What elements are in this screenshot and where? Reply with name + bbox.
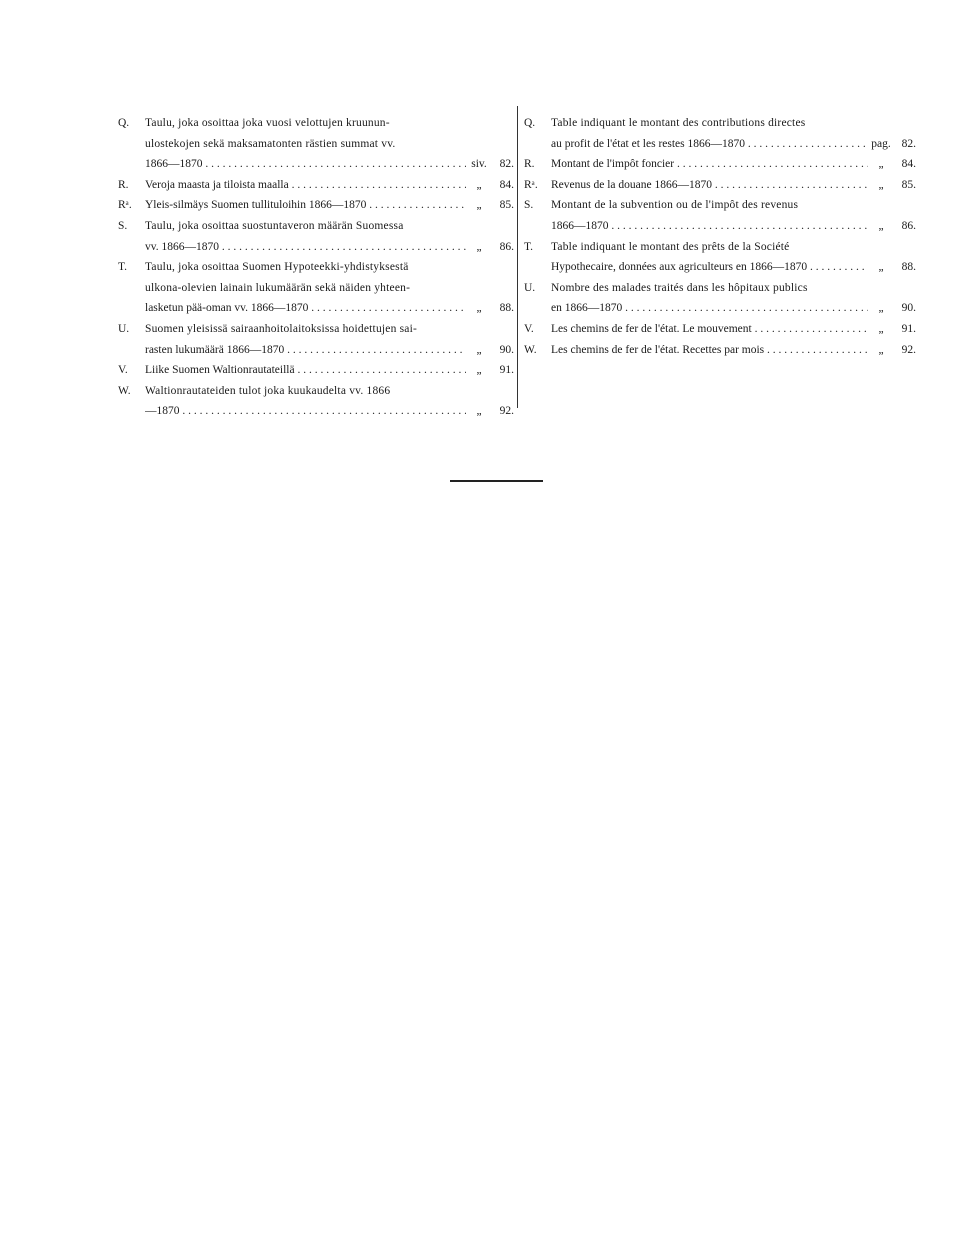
page-number: 86. <box>499 240 514 253</box>
entry-letter: U. <box>524 281 536 294</box>
contents-entry <box>118 113 514 134</box>
entry-title: Taulu, joka osoittaa joka vuosi velottujen kruunun- <box>145 117 390 129</box>
page-number: 91. <box>901 322 916 335</box>
entry-letter: U. <box>118 322 130 335</box>
entry-letter: W. <box>118 384 131 397</box>
contents-entry <box>118 175 514 196</box>
page-prefix: „ <box>476 178 482 191</box>
entry-letter: Rᵃ. <box>524 178 538 191</box>
page-number <box>492 257 514 278</box>
entry-title: Liike Suomen Waltionrautateillä . . . <box>145 360 466 381</box>
entry-title: Veroja maasta ja tiloista maalla . . . <box>145 175 466 196</box>
page-prefix: „ <box>878 261 884 274</box>
contents-entry <box>524 113 916 134</box>
entry-letter: S. <box>118 219 128 232</box>
page-prefix: „ <box>476 405 482 418</box>
french-contents-column <box>524 113 916 360</box>
page-number: 92. <box>499 405 514 418</box>
page-number <box>492 113 514 134</box>
contents-entry <box>118 360 514 381</box>
page-prefix <box>868 195 894 216</box>
page-number: 85. <box>499 199 514 212</box>
entry-title: Hypothecaire, données aux agriculteurs en 1866—1870 . . . <box>551 257 868 278</box>
contents-entry <box>524 340 916 361</box>
entry-letter <box>118 340 145 361</box>
entry-letter <box>118 298 145 319</box>
entry-title: —1870 . . . <box>145 401 466 422</box>
entry-title: Yleis-silmäys Suomen tullituloihin 1866—1870 . . . <box>145 195 466 216</box>
contents-entry-continuation <box>524 298 916 319</box>
page-prefix <box>868 278 894 299</box>
page-number: 84. <box>499 178 514 191</box>
entry-letter: V. <box>118 364 128 377</box>
page-prefix: „ <box>476 302 482 315</box>
page-number <box>894 195 916 216</box>
page-prefix <box>466 113 492 134</box>
entry-letter <box>118 237 145 258</box>
contents-entry <box>524 195 916 216</box>
entry-letter <box>524 257 551 278</box>
page-number: 84. <box>901 158 916 171</box>
entry-letter: W. <box>524 343 537 356</box>
page-number: 90. <box>499 343 514 356</box>
page-number <box>894 113 916 134</box>
page-prefix <box>466 278 492 299</box>
page-prefix <box>868 113 894 134</box>
entry-title: rasten lukumäärä 1866—1870 . . . <box>145 340 466 361</box>
entry-letter: R. <box>118 178 129 191</box>
contents-entry <box>524 319 916 340</box>
contents-entry <box>118 195 514 216</box>
entry-title: Nombre des malades traités dans les hôpitaux publics <box>551 281 808 294</box>
contents-entry-continuation <box>118 154 514 175</box>
contents-entry <box>118 381 514 402</box>
entry-letter: Q. <box>118 117 130 129</box>
section-end-rule <box>450 480 543 482</box>
entry-title: Waltionrautateiden tulot joka kuukaudelta vv. 1866 <box>145 384 391 397</box>
contents-entry-continuation <box>118 237 514 258</box>
page-number: 90. <box>901 302 916 315</box>
page-number: 88. <box>901 261 916 274</box>
entry-letter: S. <box>524 199 534 212</box>
page-prefix: „ <box>476 199 482 212</box>
entry-title: Taulu, joka osoittaa suostuntaveron määrän Suomessa <box>145 219 404 232</box>
entry-title: en 1866—1870 . . . <box>551 298 868 319</box>
page-number <box>894 278 916 299</box>
entry-title: Les chemins de fer de l'état. Le mouvement . . . <box>551 319 868 340</box>
finnish-contents-column <box>118 113 514 422</box>
contents-entry-continuation <box>118 340 514 361</box>
page-prefix: „ <box>878 178 884 191</box>
page-prefix: siv. <box>471 158 487 171</box>
page-number: 82. <box>901 137 916 150</box>
page-prefix: „ <box>878 302 884 315</box>
entry-title: Montant de l'impôt foncier . . . <box>551 154 868 175</box>
page-prefix: „ <box>476 240 482 253</box>
contents-entry <box>524 237 916 258</box>
entry-letter <box>524 134 551 155</box>
entry-letter: Q. <box>524 117 536 129</box>
entry-title: ulostekojen sekä maksamatonten rästien summat vv. <box>145 137 396 150</box>
page-prefix <box>868 237 894 258</box>
page-number: 82. <box>499 158 514 171</box>
entry-title: Montant de la subvention ou de l'impôt des revenus <box>551 199 799 212</box>
entry-title: Revenus de la douane 1866—1870 . . . <box>551 175 868 196</box>
entry-letter <box>118 278 145 299</box>
page-prefix: „ <box>878 219 884 232</box>
page-number: 86. <box>901 219 916 232</box>
entry-letter: V. <box>524 322 534 335</box>
page-number <box>492 216 514 237</box>
contents-entry-continuation <box>118 134 514 155</box>
entry-title: 1866—1870 . . . <box>551 216 868 237</box>
contents-entry <box>118 257 514 278</box>
contents-entry <box>524 278 916 299</box>
page-prefix <box>466 381 492 402</box>
entry-letter <box>524 216 551 237</box>
contents-entry <box>524 154 916 175</box>
contents-entry-continuation <box>524 257 916 278</box>
contents-entry <box>118 216 514 237</box>
entry-letter: R. <box>524 158 535 171</box>
contents-entry <box>524 175 916 196</box>
column-divider <box>517 106 518 408</box>
page-prefix: „ <box>878 322 884 335</box>
entry-title: Table indiquant le montant des prêts de la Société <box>551 240 790 253</box>
page-prefix <box>466 216 492 237</box>
contents-entry-continuation <box>524 134 916 155</box>
entry-letter <box>524 298 551 319</box>
page-prefix: pag. <box>871 137 891 150</box>
contents-entry-continuation <box>524 216 916 237</box>
page-number: 92. <box>901 343 916 356</box>
contents-entry-continuation <box>118 278 514 299</box>
entry-title: Les chemins de fer de l'état. Recettes par mois . . . <box>551 340 868 361</box>
entry-title: Taulu, joka osoittaa Suomen Hypoteekki-yhdistyksestä <box>145 261 409 274</box>
entry-letter: T. <box>118 261 128 274</box>
page-prefix <box>466 319 492 340</box>
entry-letter: Rᵃ. <box>118 199 132 212</box>
page-number <box>894 237 916 258</box>
entry-title: vv. 1866—1870 . . . <box>145 237 466 258</box>
page-number: 91. <box>499 364 514 377</box>
page-number <box>492 278 514 299</box>
page-prefix <box>466 257 492 278</box>
page-prefix <box>466 134 492 155</box>
entry-letter <box>118 134 145 155</box>
entry-letter <box>118 154 145 175</box>
page-number: 85. <box>901 178 916 191</box>
page-number <box>492 319 514 340</box>
page-number: 88. <box>499 302 514 315</box>
page-number <box>492 134 514 155</box>
page-prefix: „ <box>476 343 482 356</box>
entry-letter <box>118 401 145 422</box>
entry-title: Table indiquant le montant des contributions directes <box>551 117 806 129</box>
contents-entry <box>118 319 514 340</box>
page-prefix: „ <box>476 364 482 377</box>
contents-entry-continuation <box>118 401 514 422</box>
entry-title: ulkona-olevien lainain lukumäärän sekä näiden yhteen- <box>145 281 411 294</box>
page-prefix: „ <box>878 158 884 171</box>
page-prefix: „ <box>878 343 884 356</box>
entry-title: 1866—1870 . . . <box>145 154 466 175</box>
entry-letter: T. <box>524 240 534 253</box>
entry-title: lasketun pää-oman vv. 1866—1870 . . . <box>145 298 466 319</box>
entry-title: Suomen yleisissä sairaanhoitolaitoksissa hoidettujen sai- <box>145 322 418 335</box>
entry-title: au profit de l'état et les restes 1866—1870 . . . <box>551 134 868 155</box>
contents-entry-continuation <box>118 298 514 319</box>
page-number <box>492 381 514 402</box>
